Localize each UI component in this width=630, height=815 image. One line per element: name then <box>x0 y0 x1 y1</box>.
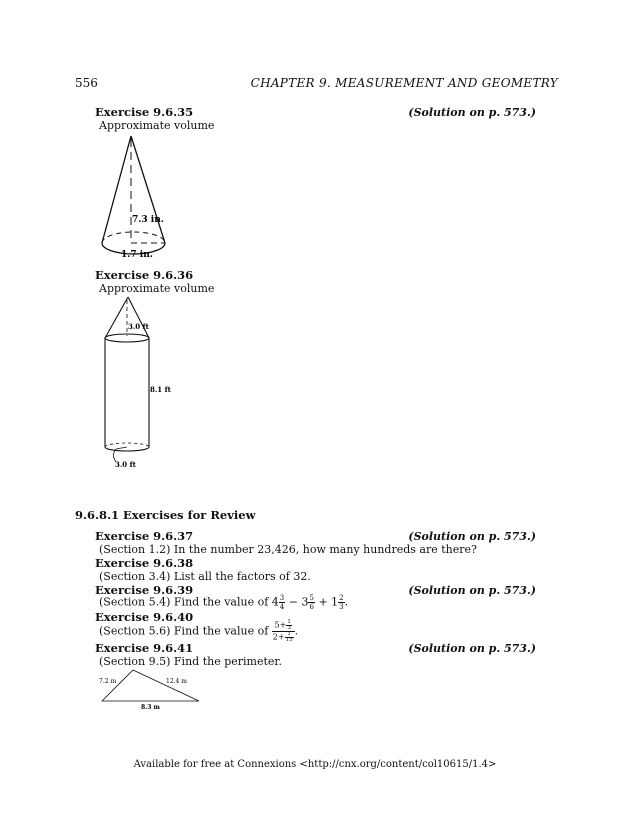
exercise-title: Exercise 9.6.36 <box>95 268 194 282</box>
cone-radius-label: 1.7 in. <box>121 250 153 260</box>
exercise-text: Approximate volume <box>99 119 215 132</box>
exercise-title: Exercise 9.6.39 <box>95 583 194 597</box>
cone-cylinder-figure <box>95 295 175 475</box>
exercise-text: (Section 1.2) In the number 23,426, how many hundreds are there? <box>99 543 477 556</box>
cone-base-back <box>102 232 165 243</box>
exercise-title: Exercise 9.6.41 <box>95 641 194 655</box>
section-heading: 9.6.8.1 Exercises for Review <box>75 508 256 522</box>
chapter-title: CHAPTER 9. MEASUREMENT AND GEOMETRY <box>250 76 558 90</box>
cone-figure <box>95 133 175 263</box>
solution-link[interactable]: (Solution on p. 573.) <box>408 106 536 119</box>
triangle-shape <box>102 670 199 701</box>
cone-edge-left <box>102 136 131 243</box>
cone-edge-right <box>131 136 165 243</box>
exercise-text: Approximate volume <box>99 282 215 295</box>
cylinder-radius-line <box>116 447 127 449</box>
exercise-title: Exercise 9.6.37 <box>95 529 194 543</box>
cylinder-base-front <box>105 447 149 451</box>
cylinder-height-label: 8.1 ft <box>150 385 171 394</box>
exercise-title: Exercise 9.6.35 <box>95 105 194 119</box>
triangle-figure <box>95 665 210 713</box>
triangle-side-a-label: 7.2 m <box>99 678 117 685</box>
solution-link[interactable]: (Solution on p. 573.) <box>408 584 536 597</box>
exercise-title: Exercise 9.6.40 <box>95 610 194 624</box>
triangle-side-b-label: 12.4 m <box>166 678 187 685</box>
cone-edge-left <box>105 297 128 338</box>
triangle-side-c-label: 8.3 m <box>141 704 160 711</box>
exercise-text: (Section 5.4) Find the value of 4 $\frac{3}{4}$ − 3 $\frac{5}{6}$ + 1 $\frac{2}{3}$ . <box>99 594 349 611</box>
cone-height-label: 7.3 in. <box>132 215 164 225</box>
solution-link[interactable]: (Solution on p. 573.) <box>408 530 536 543</box>
exercise-text: (Section 9.5) Find the perimeter. <box>99 655 282 668</box>
cylinder-base-back <box>105 443 149 447</box>
solution-link[interactable]: (Solution on p. 573.) <box>408 642 536 655</box>
exercise-text: (Section 3.4) List all the factors of 32. <box>99 570 311 583</box>
exercise-text: (Section 5.6) Find the value of 5+ $\frac{1}{3}$ 2+ $\frac{1}{15}$ . <box>99 619 299 643</box>
cone-edge-right <box>128 297 149 338</box>
cylinder-radius-label: 3.0 ft <box>115 460 136 469</box>
footer-availability: Available for free at Connexions <http://cnx.org/content/col10615/1.4> <box>133 759 497 770</box>
exercise-title: Exercise 9.6.38 <box>95 556 194 570</box>
cone-height-label: 3.0 ft <box>128 322 149 331</box>
page-number: 556 <box>75 76 98 90</box>
